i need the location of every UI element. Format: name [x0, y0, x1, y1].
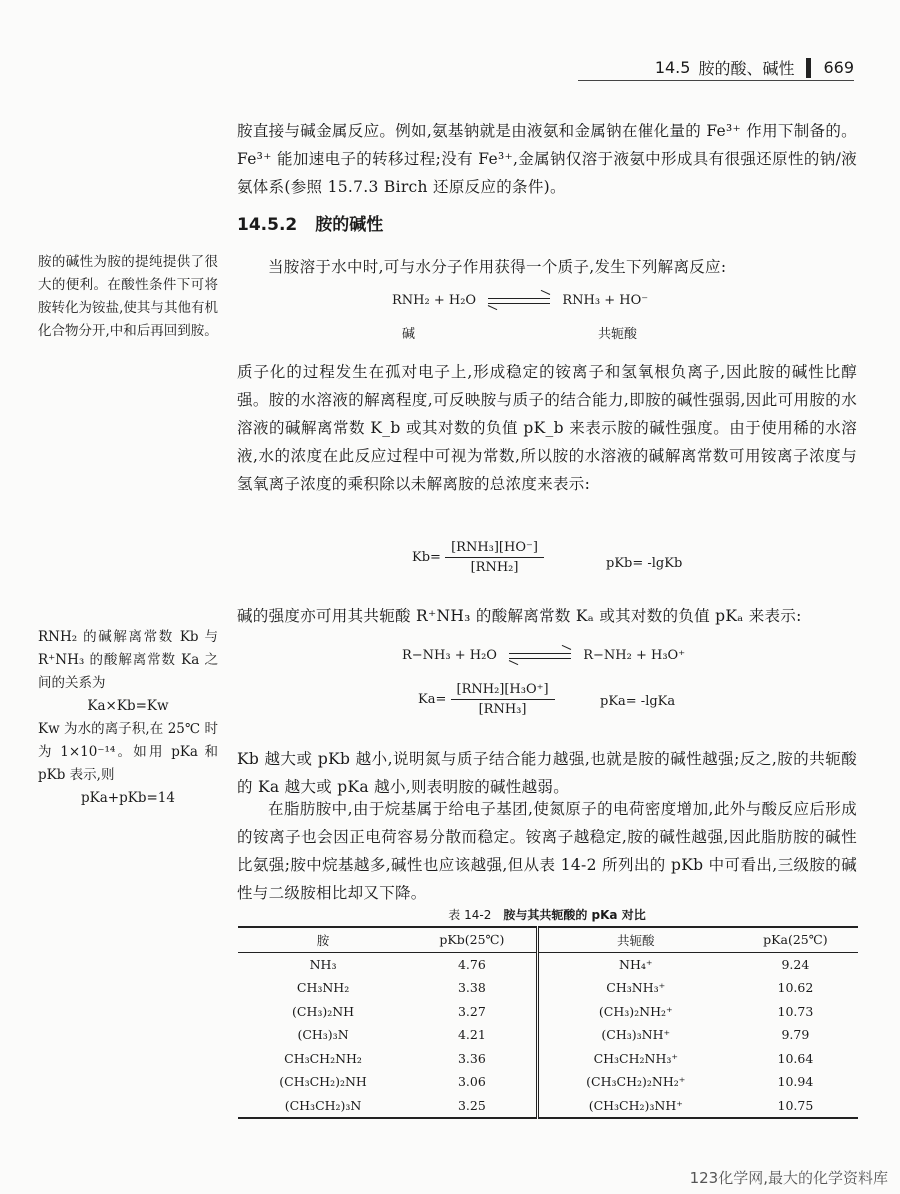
- header-divider: [806, 58, 811, 78]
- table-header-row: [238, 927, 858, 952]
- conjugate-acid-paragraph: 碱的强度亦可用其共轭酸 R⁺NH₃ 的酸解离常数 Kₐ 或其对数的负值 pKₐ 来表示:: [237, 607, 802, 625]
- equilibrium-arrow-2-icon: [509, 651, 571, 661]
- table-row: [238, 1094, 858, 1119]
- eq1-acid-label: 共轭酸: [598, 327, 638, 342]
- table-row: [238, 952, 858, 976]
- equilibrium-arrow-icon: [488, 296, 550, 306]
- table-row: [238, 1000, 858, 1024]
- section-heading: [237, 210, 401, 235]
- pkb-cell: 4.76: [408, 952, 537, 976]
- acid-cell: NH₄⁺: [619, 956, 653, 972]
- side-note-2-eq2: pKa+pKb=14: [81, 790, 175, 806]
- pkb-cell: 4.21: [408, 1023, 537, 1047]
- table-number: 表 14-2: [448, 908, 492, 922]
- kb-numerator: [RNH₃][HO⁻]: [445, 540, 544, 558]
- side-note-ka-kb: [38, 626, 218, 810]
- aliphatic-paragraph: 在脂肪胺中,由于烷基属于给电子基团,使氮原子的电荷密度增加,此外与酸反应后形成的铵离子也会因正电荷容易分散而稳定。铵离子越稳定,胺的碱性越强,因此脂肪胺的碱性比氨强;胺中烷基越多,碱性也应该越强,但从表 14-2 所列出的 pKb 中可看出,三级胺的碱性与二级胺相比却又下降。: [237, 800, 857, 902]
- intro-paragraph: 胺直接与碱金属反应。例如,氨基钠就是由液氨和金属钠在催化量的 Fe³⁺ 作用下制备的。Fe³⁺ 能加速电子的转移过程;没有 Fe³⁺,金属钠仅溶于液氨中形成具有很强还原性的钠/液氨体系(参照 15.7.3 Birch 还原反应的条件)。: [237, 122, 857, 196]
- table-row: [238, 976, 858, 1000]
- pkb-cell: 3.36: [408, 1047, 537, 1071]
- col-header-conjugate-acid: 共轭酸: [617, 932, 655, 948]
- amine-cell: CH₃NH₂: [296, 980, 350, 996]
- col-header-pka: pKa(25℃): [763, 932, 828, 948]
- ka-lhs: Ka=: [418, 692, 447, 707]
- pkb-cell: 3.06: [408, 1070, 537, 1094]
- protonation-paragraph: 质子化的过程发生在孤对电子上,形成稳定的铵离子和氢氧根负离子,因此胺的碱性比醇强。胺的水溶液的解离程度,可反映胺与质子的结合能力,即胺的碱性强弱,因此可用胺的水溶液的碱解离常数 K_b 或其对数的负值 pK_b 来表示胺的碱性强度。由于使用稀的水溶液,水的浓度在此反应过程中可视为常数,所以胺的水溶液的碱解离常数可用铵离子浓度与氢氧离子浓度的乘积除以未解离胺的总浓度来表示:: [237, 363, 857, 493]
- kb-fraction: [445, 540, 544, 575]
- page-header: [655, 56, 854, 79]
- acid-dissociation-equation: [402, 648, 685, 663]
- header-section-number: 14.5: [654, 58, 691, 77]
- acid-cell: CH₃CH₂NH₃⁺: [593, 1050, 678, 1066]
- amine-cell: (CH₃CH₂)₂NH: [279, 1074, 367, 1090]
- col-header-pkb: pKb(25℃): [408, 927, 537, 952]
- ka-fraction: [451, 682, 555, 717]
- amine-cell: CH₃CH₂NH₂: [284, 1050, 362, 1066]
- ka-numerator: [RNH₂][H₃O⁺]: [451, 682, 555, 700]
- table-caption: [237, 906, 857, 923]
- dissociation-equation: [392, 293, 648, 308]
- pkb-cell: 3.25: [408, 1094, 537, 1119]
- table-row: [238, 1023, 858, 1047]
- kb-equation: [412, 540, 544, 575]
- eq2-products: R−NH₂ + H₃O⁺: [583, 648, 686, 663]
- acid-cell: CH₃NH₃⁺: [606, 980, 666, 996]
- ka-denominator: [RNH₃]: [478, 702, 527, 717]
- side-note-2-line2: Kw 为水的离子积,在 25℃ 时为 1×10⁻¹⁴。如用 pKa 和 pKb 表示,则: [38, 721, 218, 783]
- footer-watermark: 123化学网,最大的化学资料库: [689, 1169, 888, 1187]
- pka-cell: 10.73: [777, 1003, 814, 1019]
- page-number: 669: [823, 58, 854, 77]
- amine-cell: (CH₃)₂NH: [292, 1003, 355, 1019]
- eq1-base-label: 碱: [402, 327, 416, 342]
- acid-cell: (CH₃)₃NH⁺: [601, 1027, 671, 1043]
- ka-equation: [418, 682, 555, 717]
- pka-cell: 9.79: [781, 1027, 810, 1043]
- table-row: [238, 1070, 858, 1094]
- acid-cell: (CH₃)₂NH₂⁺: [598, 1003, 673, 1019]
- pka-cell: 10.75: [777, 1097, 814, 1113]
- col-header-amine: 胺: [316, 932, 330, 948]
- table-row: [238, 1047, 858, 1071]
- section-number: 14.5.2: [237, 215, 298, 235]
- amine-cell: (CH₃CH₂)₃N: [284, 1097, 362, 1113]
- amine-cell: NH₃: [309, 956, 337, 972]
- side-note-2-line1: RNH₂ 的碱解离常数 Kb 与 R⁺NH₃ 的酸解离常数 Ka 之间的关系为: [38, 629, 218, 691]
- side-note-purification: 胺的碱性为胺的提纯提供了很大的便利。在酸性条件下可将胺转化为铵盐,使其与其他有机化合物分开,中和后再回到胺。: [38, 254, 218, 339]
- pka-cell: 10.62: [777, 980, 814, 996]
- acid-cell: (CH₃CH₂)₂NH₂⁺: [586, 1074, 686, 1090]
- pka-cell: 10.94: [777, 1074, 814, 1090]
- acid-cell: (CH₃CH₂)₃NH⁺: [588, 1097, 683, 1113]
- header-rule: [578, 80, 854, 81]
- kb-denominator: [RNH₂]: [470, 560, 519, 575]
- eq2-reactants: R−NH₃ + H₂O: [402, 648, 497, 663]
- eq1-reactants: RNH₂ + H₂O: [392, 293, 477, 308]
- eq1-products: RNH₃ + HO⁻: [562, 293, 649, 308]
- pkb-definition: pKb= -lgKb: [606, 556, 683, 571]
- kb-lhs: Kb=: [412, 550, 441, 565]
- table-title: 胺与其共轭酸的 pKa 对比: [503, 908, 646, 922]
- pka-cell: 10.64: [777, 1050, 814, 1066]
- pkb-cell: 3.27: [408, 1000, 537, 1024]
- dissolve-paragraph: 当胺溶于水中时,可与水分子作用获得一个质子,发生下列解离反应:: [268, 258, 727, 276]
- pk-comparison-table: [238, 926, 858, 1119]
- header-title: 胺的酸、碱性: [698, 59, 795, 78]
- strength-paragraph: Kb 越大或 pKb 越小,说明氮与质子结合能力越强,也就是胺的碱性越强;反之,胺的共轭酸的 Ka 越大或 pKa 越小,则表明胺的碱性越弱。: [237, 750, 857, 796]
- pka-definition: pKa= -lgKa: [600, 694, 676, 709]
- amine-cell: (CH₃)₃N: [297, 1027, 349, 1043]
- pka-cell: 9.24: [781, 956, 810, 972]
- side-note-2-eq1: Ka×Kb=Kw: [87, 698, 169, 714]
- pkb-cell: 3.38: [408, 976, 537, 1000]
- section-title: 胺的碱性: [315, 215, 384, 235]
